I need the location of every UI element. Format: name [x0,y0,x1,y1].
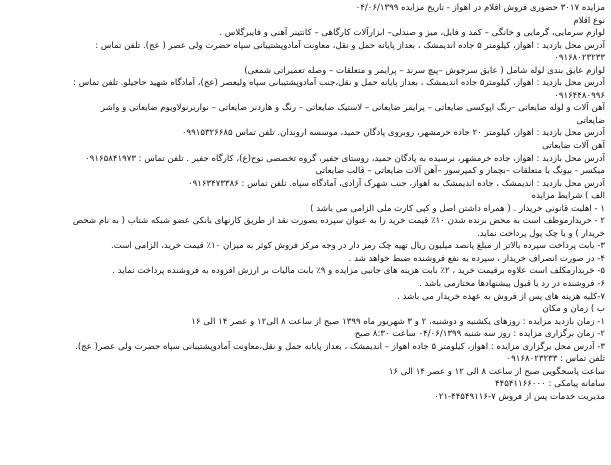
item-group-1-address: آدرس محل بازدید : اهواز، کیلومتر ۵ جاده اندیمشک ، بعداز پایانه حمل و نقل، معاونت آمادوپشتیبانی سپاه حضرت ولی عصر ( عج). تلفن تماس : [95,40,605,51]
item-group-1: لوازم سرمایی، گرمایی و خانگی – کمد و فایل، میز و صندلی– ابزارآلات کارگاهی – کانتینر آهنی و فایبرگلاس . [219,28,605,39]
item-group-4: آهن آلات ضایعاتی [542,141,605,152]
condition-2-cont: خریدار ) و یا چک پول پرداخت نماید. [477,228,605,239]
condition-6: ۶- فروشنده در رد یا قبول پیشنهادها مختارمی باشد . [418,279,605,290]
item-group-2: لوازم عایق بندی لوله شامل ( عایق سرجوش –پیچ سرند – پرایمر و متعلقات – وصله تعمیراتی شمعی) [244,65,605,76]
response-hours: ساعت پاسخگویی صبح از ساعت ۸ الی ۱۲ و عصر ۱۴ الی ۱۶ [388,366,605,377]
contact-phone: تلفن تماس : ۰۹۱۶۸۰۲۳۲۳۳ [506,354,605,365]
item-group-2-phone: ۰۹۱۶۴۴۸۰۹۹۶ [554,90,605,101]
item-group-4-address: آدرس محل بازدید : اهواز، جاده خرمشهر، نرسیده به پادگان حمید، روستای جفیر، گروه تخصصی نوح(ع)، کارگاه جفیر . تلفن تماس : ۰۹۱۶۵۸۴۱۹۷۳ [85,153,605,164]
item-group-2-address: آدرس محل بازدید : اهواز، کیلومتر۵ جاده اندیمشک ، بعداز پایانه حمل و نقل،جنب آمادوپشتیبانی سپاه ولیعصر (عج)، آمادگاه شهید حاجیلو. تلفن تماس : [73,78,605,89]
item-group-3-address: آدرس محل بازدید : اهواز، کیلومتر ۲۰ جاده خرمشهر، روبروی پادگان حمید، موسسه اروندان. تلفن تماس ۰۹۹۱۵۳۲۶۶۸۵ [181,128,605,139]
auction-time: ۲- زمان برگزاری مزایده : روز سه شنبه ۰۴/۰۶/۱۳۹۹ ساعت ۸:۳۰ صبح [354,329,605,340]
condition-2: ۲ - خریدارموظف است به محض برنده شدن ۱۰٪ قیمت خرید را به عنوان سپرده بصورت نقد از طریق کارتهای بانکی عضو شبکه شتاب ( به نام شخص [72,216,605,227]
section-heading-time-place: ب ) زمان و مکان [542,304,605,315]
condition-4: ۴- در صورت انصراف خریدار ، سپرده به نفع فروشنده ضبط خواهد شد . [348,253,605,264]
section-heading-conditions: الف ) شرایط مزایده [531,191,605,202]
visit-time: ۱- زمان بازدید مزایده : روزهای یکشنبه و دوشنبه، ۲ و ۳ شهریور ماه ۱۳۹۹ صبح از ساعت ۸ الی۱۲ و عصر ۱۴ الی ۱۶ [191,316,605,327]
condition-1: ۱ - اهلیت قانونی خریدار . ( همراه داشتن اصل و کپی کارت ملی الزامی می باشد ) [310,203,605,214]
auction-address: ۳- آدرس محل برگزاری مزایده : اهواز، کیلومتر ۵ جاده اهواز – اندیمشک ، بعداز پایانه حمل و نقل،معاونت آمادوپشتیبانی سپاه حضرت ولی عصر( عج). [75,341,605,352]
item-group-3-cont: ضایعاتی [576,115,605,126]
condition-5: ۵- خریدارمکلف است علاوه برقیمت خرید ، ۲٪ بابت هزینه های جانبی مزایده و ۹٪ بابت مالیات بر ارزش افزوده به فروشنده پرداخت نماید . [112,266,605,277]
item-group-1-phone: ۰۹۱۶۸۰۲۳۲۳۳ [554,53,605,64]
item-group-5: میکسر - بیونگ با متعلقات –بچمار و کمپرسور –آهن آلات ضایعاتی – قالب ضایعاتی [315,166,605,177]
condition-7: ۷-کلیه هزینه های پس از فروش به عهده خریدار می باشد . [397,291,605,302]
after-sales-management: مدیریت خدمات پس از فروش ۷-۴۴۵۴۹۱۱۶-۰۲۱ [434,391,605,402]
item-group-3: آهن آلات و لوله ضایعاتی –رنگ اپوکسی ضایعاتی – پرایمر ضایعاتی – لاستیک ضایعاتی – رنگ و هاردنر ضایعاتی – نواربرنولاویوم ضایعاتی و واشر [100,103,605,114]
section-heading-items: نوع اقلام [573,15,605,26]
item-group-5-address: آدرس محل بازدید : اندیمشک ، جاده اندیمشک به اهواز، جنب شهرک آزادی، آمادگاه سپاه. تلفن تماس : ۰۹۱۶۳۴۷۳۳۸۶ [188,178,605,189]
sms-system: سامانه پیامکی : ۴۴۵۴۱۱۶۶۰۰۰ [494,379,605,390]
notice-heading: مزایده ۳۰۱۷ حضوری فروش اقلام در اهواز - تاریخ مزایده ۰۴/۰۶/۱۳۹۹ [355,3,605,13]
condition-3: ۳- بابت پرداخت سپرده بالاتر از مبلغ پانصد میلیون ریال تهیه چک رمز دار در وجه مرکز فروش کوثر به میزان ۱۰٪ قیمت خرید، الزامی است. [111,241,605,252]
